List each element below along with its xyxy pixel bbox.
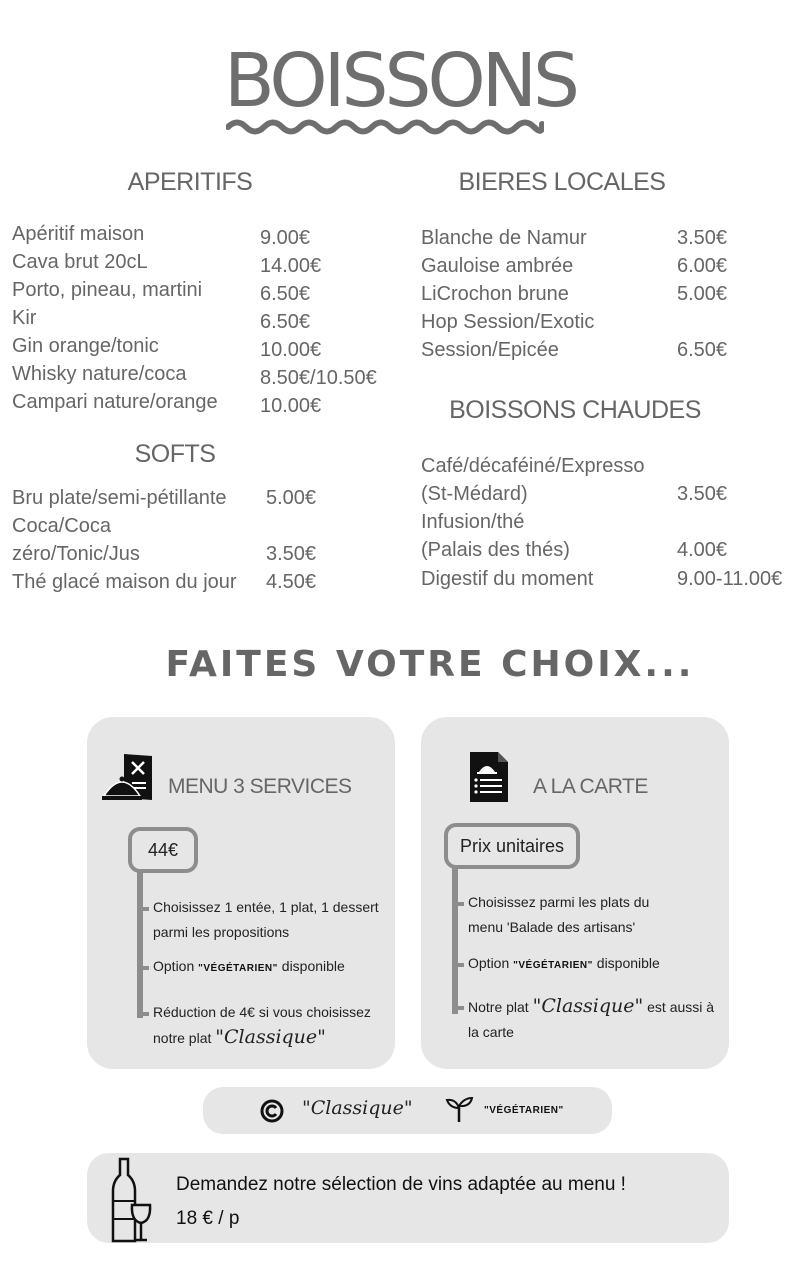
bullet-tick: [457, 963, 464, 967]
wine-bottle-glass-icon: [110, 1157, 154, 1243]
carte-bullet-1: [468, 890, 649, 940]
classique-tag: "Classique": [532, 995, 644, 1017]
menu-item-name: Porto, pineau, martini: [12, 279, 203, 301]
bullet-text: notre plat: [153, 1030, 212, 1046]
softs-heading: SOFTS: [134, 440, 216, 468]
bullet-tick: [142, 966, 149, 970]
menu-item-name: zéro/Tonic/Jus: [12, 543, 140, 565]
carte-bullet-3: [468, 994, 714, 1045]
menu-item-price: 6.50€: [677, 339, 728, 361]
menu-item-name: Hop Session/Exotic: [421, 311, 595, 333]
wine-text: Demandez notre sélection de vins adaptée au menu !: [176, 1174, 626, 1195]
menu-item-price: 4.50€: [266, 571, 317, 593]
choice-heading: FAITES VOTRE CHOIX...: [165, 644, 695, 685]
menu-item-name: Coca/Coca: [12, 515, 111, 537]
menu-item-name: Café/décaféiné/Expresso: [421, 455, 645, 477]
menu-item-name: Cava brut 20cL: [12, 251, 148, 273]
menu-item-name: Gin orange/tonic: [12, 335, 159, 357]
bullet-text: disponible: [281, 958, 345, 974]
bieres-heading: BIERES LOCALES: [458, 168, 666, 196]
bullet-text: disponible: [596, 955, 660, 971]
menu-item-price: 10.00€: [260, 395, 322, 417]
vegetarien-tag: "VÉGÉTARIEN": [198, 963, 278, 974]
menu-item-price: 10.00€: [260, 339, 322, 361]
menu-item-name: (Palais des thés): [421, 539, 570, 561]
carte-title: A LA CARTE: [533, 775, 648, 798]
menu-item-price: 3.50€: [266, 543, 317, 565]
carte-price-pill: Prix unitaires: [444, 823, 580, 869]
menu-item-price: 3.50€: [677, 227, 728, 249]
wave-divider: [226, 118, 544, 136]
bullet-text: menu 'Balade des artisans': [468, 919, 636, 935]
menu-item-name: Kir: [12, 307, 37, 329]
wine-price: 18 € / p: [176, 1208, 240, 1229]
menu-item-price: 6.00€: [677, 255, 728, 277]
menu-item-price: 6.50€: [260, 283, 311, 305]
timeline-line: [452, 866, 458, 1014]
menu-item-name: Apéritif maison: [12, 223, 145, 245]
bullet-text: Option: [153, 958, 195, 974]
menu-item-price: 14.00€: [260, 255, 322, 277]
menu-item-name: LiCrochon brune: [421, 283, 569, 305]
sprout-icon: [444, 1094, 474, 1124]
bullet-tick: [457, 902, 464, 906]
bullet-text: Réduction de 4€ si vous choisissez: [153, 1004, 371, 1020]
bullet-text: parmi les propositions: [153, 924, 290, 940]
menu-item-price: 3.50€: [677, 483, 728, 505]
vegetarien-tag: "VÉGÉTARIEN": [513, 960, 593, 971]
carte-document-icon: [468, 750, 510, 804]
menu-item-name: Infusion/thé: [421, 511, 525, 533]
bullet-text: Choisissez parmi les plats du: [468, 894, 650, 910]
legend-vegetarien: "VÉGÉTARIEN": [484, 1105, 564, 1116]
bullet-tick: [142, 1012, 149, 1016]
menu-bullet-2: [153, 954, 345, 981]
bullet-text: Choisissez 1 entée, 1 plat, 1 dessert: [153, 899, 379, 915]
menu-item-price: 8.50€/10.50€: [260, 367, 377, 389]
menu-item-name: Campari nature/orange: [12, 391, 218, 413]
menu-item-price: 5.00€: [677, 283, 728, 305]
menu-item-price: 9.00€: [260, 227, 311, 249]
menu-item-name: Whisky nature/coca: [12, 363, 187, 385]
bullet-text: la carte: [468, 1024, 514, 1040]
menu-item-name: Thé glacé maison du jour: [12, 571, 237, 593]
menu-cloche-icon: [102, 752, 154, 802]
menu-item-name: Gauloise ambrée: [421, 255, 574, 277]
bullet-tick: [142, 907, 149, 911]
menu-item-price: 6.50€: [260, 311, 311, 333]
carte-bullet-2: [468, 951, 660, 978]
menu-item-price: 5.00€: [266, 487, 317, 509]
timeline-line: [137, 870, 143, 1018]
menu-item-price: 4.00€: [677, 539, 728, 561]
menu-price-pill: 44€: [128, 827, 198, 873]
classique-tag: "Classique": [215, 1026, 326, 1048]
menu-title: MENU 3 SERVICES: [168, 775, 352, 798]
menu-bullet-1: [153, 895, 379, 945]
bullet-text: Option: [468, 955, 510, 971]
menu-item-name: Bru plate/semi-pétillante: [12, 487, 227, 509]
bullet-text: Notre plat: [468, 999, 529, 1015]
bullet-text: est aussi à: [647, 999, 715, 1015]
classique-icon: [260, 1099, 284, 1123]
chaudes-heading: BOISSONS CHAUDES: [449, 396, 701, 424]
menu-bullet-3: [153, 1000, 371, 1051]
bullet-tick: [457, 1006, 464, 1010]
menu-item-name: Blanche de Namur: [421, 227, 587, 249]
legend-classique: "Classique": [302, 1097, 413, 1119]
menu-item-name: Digestif du moment: [421, 568, 594, 590]
page-title: BOISSONS: [223, 38, 577, 124]
aperitifs-heading: APERITIFS: [127, 168, 253, 196]
menu-item-name: (St-Médard): [421, 483, 528, 505]
menu-item-name: Session/Epicée: [421, 339, 559, 361]
menu-item-price: 9.00-11.00€: [677, 568, 783, 590]
